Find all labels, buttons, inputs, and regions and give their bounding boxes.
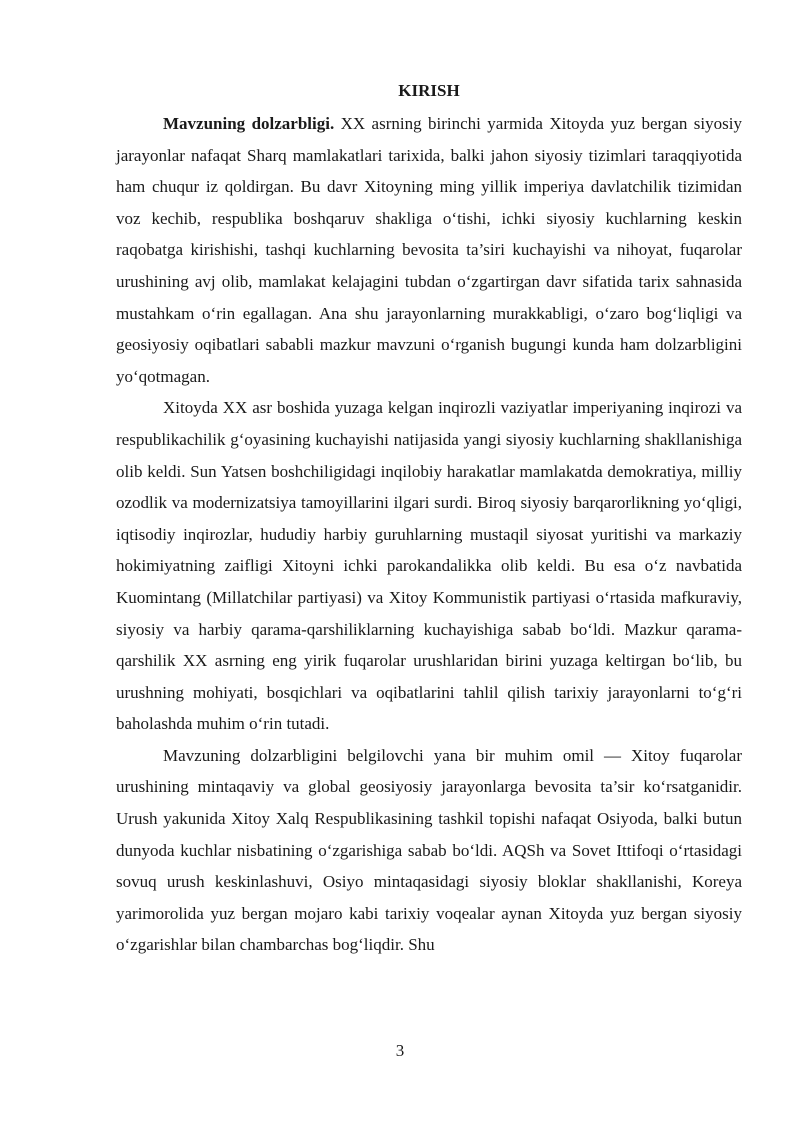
document-page [116, 76, 742, 961]
paragraph-2 [116, 392, 742, 740]
paragraph-text: Xitoyda XX asr boshida yuzaga kelgan inqirozli vaziyatlar imperiyaning inqirozi va respublikachilik g‘oyasining kuchayishi natijasida yangi siyosiy kuchlarning shakllanishiga olib keldi. Sun Yatsen boshchiligidagi inqilobiy harakatlar mamlakatda demokratiya, milliy ozodlik va modernizatsiya tamoyillarini ilgari surdi. Biroq siyosiy barqarorlikning yo‘qligi, iqtisodiy inqirozlar, hududiy harbiy guruhlarning mustaqil siyosat yuritishi va markaziy hokimiyatning zaifligi Xitoyni ichki parokandalikka olib keldi. Bu esa o‘z navbatida Kuomintang (Millatchilar partiyasi) va Xitoy Kommunistik partiyasi o‘rtasida mafkuraviy, siyosiy va harbiy qarama-qarshiliklarning kuchayishiga sabab bo‘ldi. Mazkur qarama-qarshilik XX asrning eng yirik fuqarolar urushlaridan birini yuzaga keltirgan bo‘lib, bu urushning mohiyati, bosqichlari va oqibatlarini tahlil qilish tarixiy jarayonlarni to‘g‘ri baholashda muhim o‘rin tutadi. [116, 398, 742, 734]
paragraph-text: Mavzuning dolzarbligini belgilovchi yana bir muhim omil — Xitoy fuqarolar urushining mintaqaviy va global geosiyosiy jarayonlarga bevosita ta’sir ko‘rsatganidir. Urush yakunida Xitoy Xalq Respublikasining tashkil topishi nafaqat Osiyoda, balki butun dunyoda kuchlar nisbatining o‘zgarishiga sabab bo‘ldi. AQSh va Sovet Ittifoqi o‘rtasidagi sovuq urush keskinlashuvi, Osiyo mintaqasidagi siyosiy bloklar shakllanishi, Koreya yarimorolida yuz bergan mojaro kabi tarixiy voqealar aynan Xitoyda yuz bergan siyosiy o‘zgarishlar bilan chambarchas bog‘liqdir. Shu [116, 745, 742, 955]
paragraph-lead: Mavzuning dolzarbligi. [163, 114, 335, 133]
page-number: 3 [395, 1041, 405, 1060]
paragraph-3 [116, 740, 742, 961]
paragraph-1 [116, 108, 742, 392]
paragraph-text: XX asrning birinchi yarmida Xitoyda yuz bergan siyosiy jarayonlar nafaqat Sharq mamlakatlari tarixida, balki jahon siyosiy tizimlari taraqqiyotida ham chuqur iz qoldirgan. Bu davr Xitoyning ming yillik imperiya davlatchilik tizimidan voz kechib, respublika boshqaruv shakliga o‘tishi, ichki siyosiy kuchlarning keskin raqobatga kirishishi, tashqi kuchlarning bevosita ta’siri kuchayishi va nihoyat, fuqarolar urushining avj olib, mamlakat kelajagini tubdan o‘zgartirgan davr sifatida tarix sahnasida mustahkam o‘rin egallagan. Ana shu jarayonlarning murakkabligi, o‘zaro bog‘liqligi va geosiyosiy oqibatlari sababli mazkur mavzuni o‘rganish bugungi kunda ham dolzarbligini yo‘qotmagan. [116, 114, 742, 386]
section-heading: KIRISH [398, 81, 460, 100]
